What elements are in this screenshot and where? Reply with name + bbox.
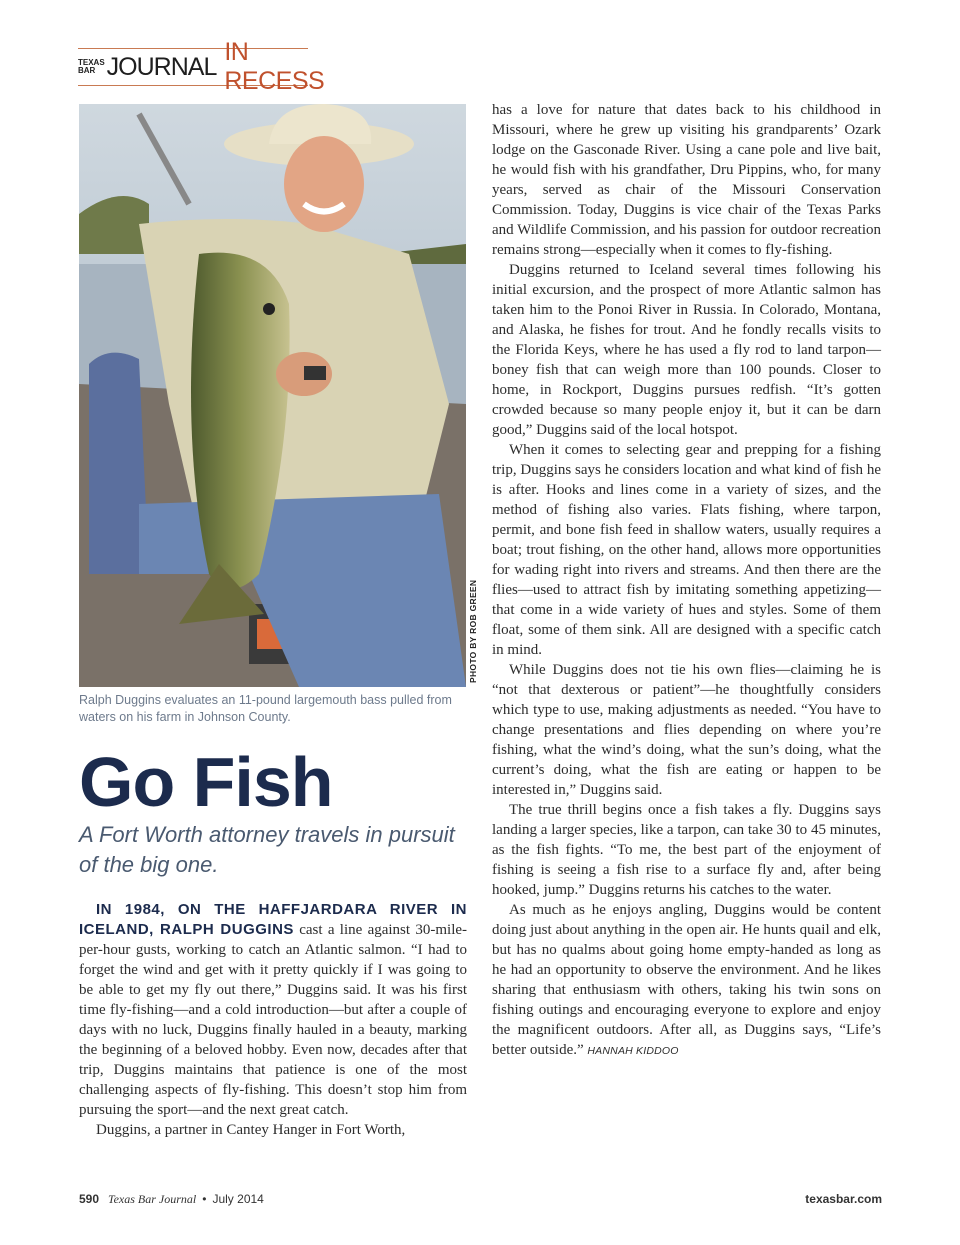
section-title: IN RECESS <box>224 38 325 95</box>
masthead-small-text <box>78 59 107 75</box>
byline: HANNAH KIDDOO <box>587 1045 679 1057</box>
masthead <box>78 38 325 95</box>
photo-credit <box>466 579 480 685</box>
body-column-right <box>492 100 881 1061</box>
deck: A Fort Worth attorney travels in pursuit of the big one. <box>79 822 455 877</box>
headline: Go Fish <box>79 743 333 821</box>
publication-name: Texas Bar Journal <box>108 1192 197 1206</box>
photo-caption: Ralph Duggins evaluates an 11-pound largemouth bass pulled from waters on his farm in Johnson County. <box>79 693 452 724</box>
footer-left <box>79 1192 264 1207</box>
page-number: 590 <box>79 1192 100 1206</box>
paragraph-5: While Duggins does not tie his own flies—claiming he is “not that dexterous or patient”—he thoughtfully considers which type to use, making adjustments as needed. “You have to change presentations and flies depending on where you’re fishing, what the wind’s doing, what the sun’s doing, what the current’s doing, what the fish are eating or happen to be interested in,” Duggins said. <box>492 662 881 798</box>
footer-separator: • <box>202 1192 207 1206</box>
feature-photo <box>79 104 466 687</box>
masthead-journal: JOURNAL <box>106 52 217 81</box>
paragraph-4: When it comes to selecting gear and prepping for a fishing trip, Duggins says he considers location and what kind of fish he is after. Hooks and lines come in a variety of sizes, and the method of fishing also varies. Flats fishing, where tarpon, permit, and bone fish feed in shallow waters, usually requires a boat; trout fishing, on the other hand, allows more opportunities for wading right into rivers and streams. And then there are the flies—used to attract fish by imitating something appetizing—that come in a wide variety of hues and styles. Some of them float, some of them sink. All are designed with a specific catch in mind. <box>492 442 881 658</box>
paragraph-3: Duggins returned to Iceland several times following his initial excursion, and the prospect of more Atlantic salmon has taken him to the Ponoi River in Russia. In Colorado, Montana, and Alaska, he fishes for trout. And he fondly recalls visits to the Florida Keys, where he has used a fly rod to land tarpon—boney fish that can weigh more than 100 pounds. Closer to home, in Rockport, Duggins pursues redfish. “It’s gotten crowded because so many people enjoy it, but it can be darn good,” Duggins said of the local hotspot. <box>492 262 881 438</box>
masthead-texas: TEXAS <box>78 58 105 67</box>
website-link[interactable]: texasbar.com <box>805 1192 882 1206</box>
paragraph-6: The true thrill begins once a fish takes a fly. Duggins says landing a larger species, like a tarpon, can take 30 to 45 minutes, as the fish fights. “To me, the best part of the enjoyment of fishing is seeing a fish rise to a surface fly and, after being hooked, jump.” Duggins returns his catches to the water. <box>492 802 881 898</box>
photo-illustration <box>79 104 466 687</box>
lead-in: IN 1984, ON THE HAFFJARDARA RIVER IN ICELAND, RALPH DUGGINS <box>79 901 467 938</box>
paragraph-2-continued: has a love for nature that dates back to his childhood in Missouri, where he grew up visiting his grandparents’ Ozark lodge on the Gasconade River. Using a cane pole and live bait, he would fish with his grandfather, Dru Pippins, who, for many years, served as chair of the Missouri Conservation Commission. Today, Duggins is vice chair of the Texas Parks and Wildlife Commission, and his passion for outdoor recreation remains strong—especially when it comes to fly-fishing. <box>492 102 881 258</box>
paragraph-7-text: As much as he enjoys angling, Duggins would be content doing just about anything in the open air. He hunts quail and elk, but has no qualms about going home empty-handed as long as he had an opportunity to observe the environment. And he likes sharing that enthusiasm with others, taking his twin sons on fishing outings and encouraging everyone to explore and enjoy the magnificent outdoors. After all, as Duggins says, “Life’s better outside.” <box>492 902 881 1058</box>
issue-date: July 2014 <box>212 1192 264 1206</box>
paragraph-1 <box>79 900 467 1120</box>
paragraph-7 <box>492 900 881 1061</box>
body-column-left <box>79 900 467 1140</box>
photo-credit-text: PHOTO BY ROB GREEN <box>468 579 478 683</box>
paragraph-1-text: cast a line against 30-mile-per-hour gusts, working to catch an Atlantic salmon. “I had to forget the wind and get with it pretty quickly if I was going to be able to get my fly out there,” Duggins said. It was his first time fly-fishing—and a cold introduction—but after a couple of days with no luck, Duggins finally hauled in a beauty, marking the beginning of a beloved hobby. Even now, decades after that trip, Duggins maintains that patience is one of the most challenging aspects of fly-fishing. This doesn’t stop him from pursuing the sport—and the next great catch. <box>79 922 468 1118</box>
masthead-bar: BAR <box>78 66 96 75</box>
paragraph-2-start: Duggins, a partner in Cantey Hanger in Fort Worth, <box>96 1122 406 1138</box>
